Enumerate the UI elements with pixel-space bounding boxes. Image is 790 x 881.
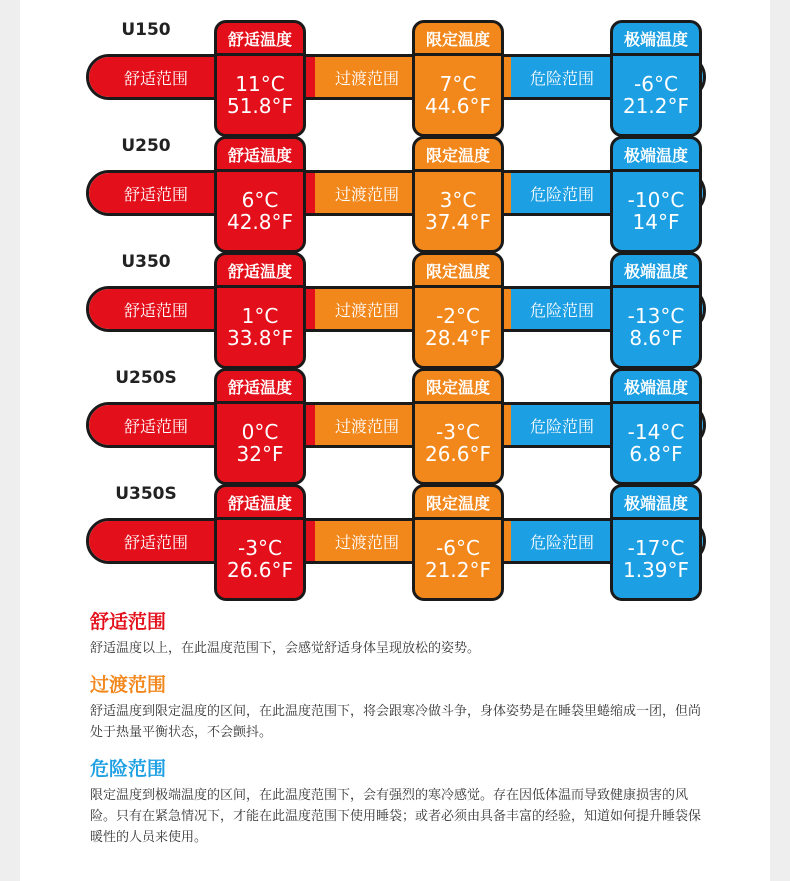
- fahrenheit-value: 37.4°F: [424, 210, 492, 234]
- extreme-temp-box: [610, 136, 702, 253]
- comfort-range-segment: 舒适范围: [89, 521, 223, 561]
- model-row: [20, 368, 770, 468]
- comfort-temp-box: [214, 136, 306, 253]
- extreme-temp-values: [613, 520, 699, 598]
- extreme-temp-box: [610, 20, 702, 137]
- model-row: [20, 484, 770, 584]
- comfort-range-segment: 舒适范围: [89, 405, 223, 445]
- comfort-temp-box: [214, 484, 306, 601]
- limit-temp-values: [415, 288, 501, 366]
- page: [20, 0, 770, 881]
- comfort-temp-box: [214, 368, 306, 485]
- celsius-value: -3°C: [238, 536, 282, 560]
- model-row: [20, 20, 770, 120]
- comfort-temp-values: [217, 56, 303, 134]
- celsius-value: 7°C: [439, 72, 477, 96]
- limit-temp-box: [412, 136, 504, 253]
- fahrenheit-value: 44.6°F: [424, 94, 492, 118]
- comfort-temp-values: [217, 520, 303, 598]
- transition-range-segment: 过渡范围: [315, 405, 419, 445]
- notes-section: [90, 610, 710, 862]
- extreme-temp-box: [610, 484, 702, 601]
- comfort-temp-values: [217, 404, 303, 482]
- note-text: 限定温度到极端温度的区间，在此温度范围下，会有强烈的寒冷感觉。存在因低体温而导致健康损害的风险。只有在紧急情况下，才能在此温度范围下使用睡袋；或者必须由具备丰富的经验，知道如何提升睡袋保暖性的人员来使用。: [90, 788, 702, 845]
- limit-temp-header: 限定温度: [415, 23, 501, 56]
- note-title: 危险范围: [90, 758, 167, 780]
- comfort-temp-header: 舒适温度: [217, 139, 303, 172]
- celsius-value: -6°C: [634, 72, 678, 96]
- comfort-temp-header: 舒适温度: [217, 487, 303, 520]
- celsius-value: 11°C: [235, 72, 285, 96]
- limit-temp-values: [415, 404, 501, 482]
- fahrenheit-value: 51.8°F: [226, 94, 294, 118]
- comfort-temp-box: [214, 252, 306, 369]
- extreme-temp-header: 极端温度: [613, 371, 699, 404]
- celsius-value: -14°C: [627, 420, 685, 444]
- fahrenheit-value: 28.4°F: [424, 326, 492, 350]
- fahrenheit-value: 6.8°F: [629, 442, 683, 466]
- extreme-temp-header: 极端温度: [613, 139, 699, 172]
- limit-temp-box: [412, 20, 504, 137]
- model-name: U350S: [115, 484, 177, 504]
- limit-temp-values: [415, 520, 501, 598]
- celsius-value: -6°C: [436, 536, 480, 560]
- comfort-temp-values: [217, 172, 303, 250]
- extreme-temp-box: [610, 368, 702, 485]
- limit-temp-values: [415, 56, 501, 134]
- extreme-temp-values: [613, 288, 699, 366]
- note-comfort: [90, 610, 710, 659]
- comfort-temp-header: 舒适温度: [217, 371, 303, 404]
- limit-temp-header: 限定温度: [415, 371, 501, 404]
- note-title: 舒适范围: [90, 611, 167, 633]
- limit-temp-header: 限定温度: [415, 139, 501, 172]
- celsius-value: 0°C: [241, 420, 279, 444]
- fahrenheit-value: 1.39°F: [622, 558, 690, 582]
- celsius-value: -10°C: [627, 188, 685, 212]
- comfort-temp-header: 舒适温度: [217, 23, 303, 56]
- fahrenheit-value: 33.8°F: [226, 326, 294, 350]
- danger-range-segment: 危险范围: [511, 405, 613, 445]
- danger-range-segment: 危险范围: [511, 521, 613, 561]
- celsius-value: -17°C: [627, 536, 685, 560]
- comfort-temp-values: [217, 288, 303, 366]
- fahrenheit-value: 21.2°F: [622, 94, 690, 118]
- note-transition: [90, 673, 710, 743]
- model-name: U350: [121, 252, 171, 272]
- comfort-temp-header: 舒适温度: [217, 255, 303, 288]
- limit-temp-box: [412, 484, 504, 601]
- fahrenheit-value: 32°F: [236, 442, 284, 466]
- fahrenheit-value: 42.8°F: [226, 210, 294, 234]
- comfort-range-segment: 舒适范围: [89, 173, 223, 213]
- limit-temp-box: [412, 368, 504, 485]
- celsius-value: 1°C: [241, 304, 279, 328]
- celsius-value: -13°C: [627, 304, 685, 328]
- danger-range-segment: 危险范围: [511, 57, 613, 97]
- celsius-value: 6°C: [241, 188, 279, 212]
- note-text: 舒适温度以上，在此温度范围下，会感觉舒适身体呈现放松的姿势。: [90, 641, 481, 656]
- extreme-temp-header: 极端温度: [613, 487, 699, 520]
- celsius-value: 3°C: [439, 188, 477, 212]
- extreme-temp-values: [613, 56, 699, 134]
- limit-temp-header: 限定温度: [415, 255, 501, 288]
- danger-range-segment: 危险范围: [511, 173, 613, 213]
- note-danger: [90, 757, 710, 848]
- danger-range-segment: 危险范围: [511, 289, 613, 329]
- limit-temp-header: 限定温度: [415, 487, 501, 520]
- celsius-value: -2°C: [436, 304, 480, 328]
- transition-range-segment: 过渡范围: [315, 289, 419, 329]
- comfort-temp-box: [214, 20, 306, 137]
- limit-temp-box: [412, 252, 504, 369]
- model-name: U250S: [115, 368, 177, 388]
- fahrenheit-value: 26.6°F: [226, 558, 294, 582]
- transition-range-segment: 过渡范围: [315, 57, 419, 97]
- transition-range-segment: 过渡范围: [315, 173, 419, 213]
- extreme-temp-header: 极端温度: [613, 255, 699, 288]
- fahrenheit-value: 21.2°F: [424, 558, 492, 582]
- note-title: 过渡范围: [90, 674, 167, 696]
- fahrenheit-value: 8.6°F: [629, 326, 683, 350]
- extreme-temp-box: [610, 252, 702, 369]
- extreme-temp-header: 极端温度: [613, 23, 699, 56]
- note-text: 舒适温度到限定温度的区间，在此温度范围下，将会跟寒冷做斗争，身体姿势是在睡袋里蜷缩成一团，但尚处于热量平衡状态，不会颤抖。: [90, 704, 702, 740]
- model-row: [20, 252, 770, 352]
- fahrenheit-value: 14°F: [632, 210, 680, 234]
- celsius-value: -3°C: [436, 420, 480, 444]
- fahrenheit-value: 26.6°F: [424, 442, 492, 466]
- extreme-temp-values: [613, 404, 699, 482]
- model-row: [20, 136, 770, 236]
- model-name: U250: [121, 136, 171, 156]
- comfort-range-segment: 舒适范围: [89, 57, 223, 97]
- limit-temp-values: [415, 172, 501, 250]
- transition-range-segment: 过渡范围: [315, 521, 419, 561]
- comfort-range-segment: 舒适范围: [89, 289, 223, 329]
- extreme-temp-values: [613, 172, 699, 250]
- model-name: U150: [121, 20, 171, 40]
